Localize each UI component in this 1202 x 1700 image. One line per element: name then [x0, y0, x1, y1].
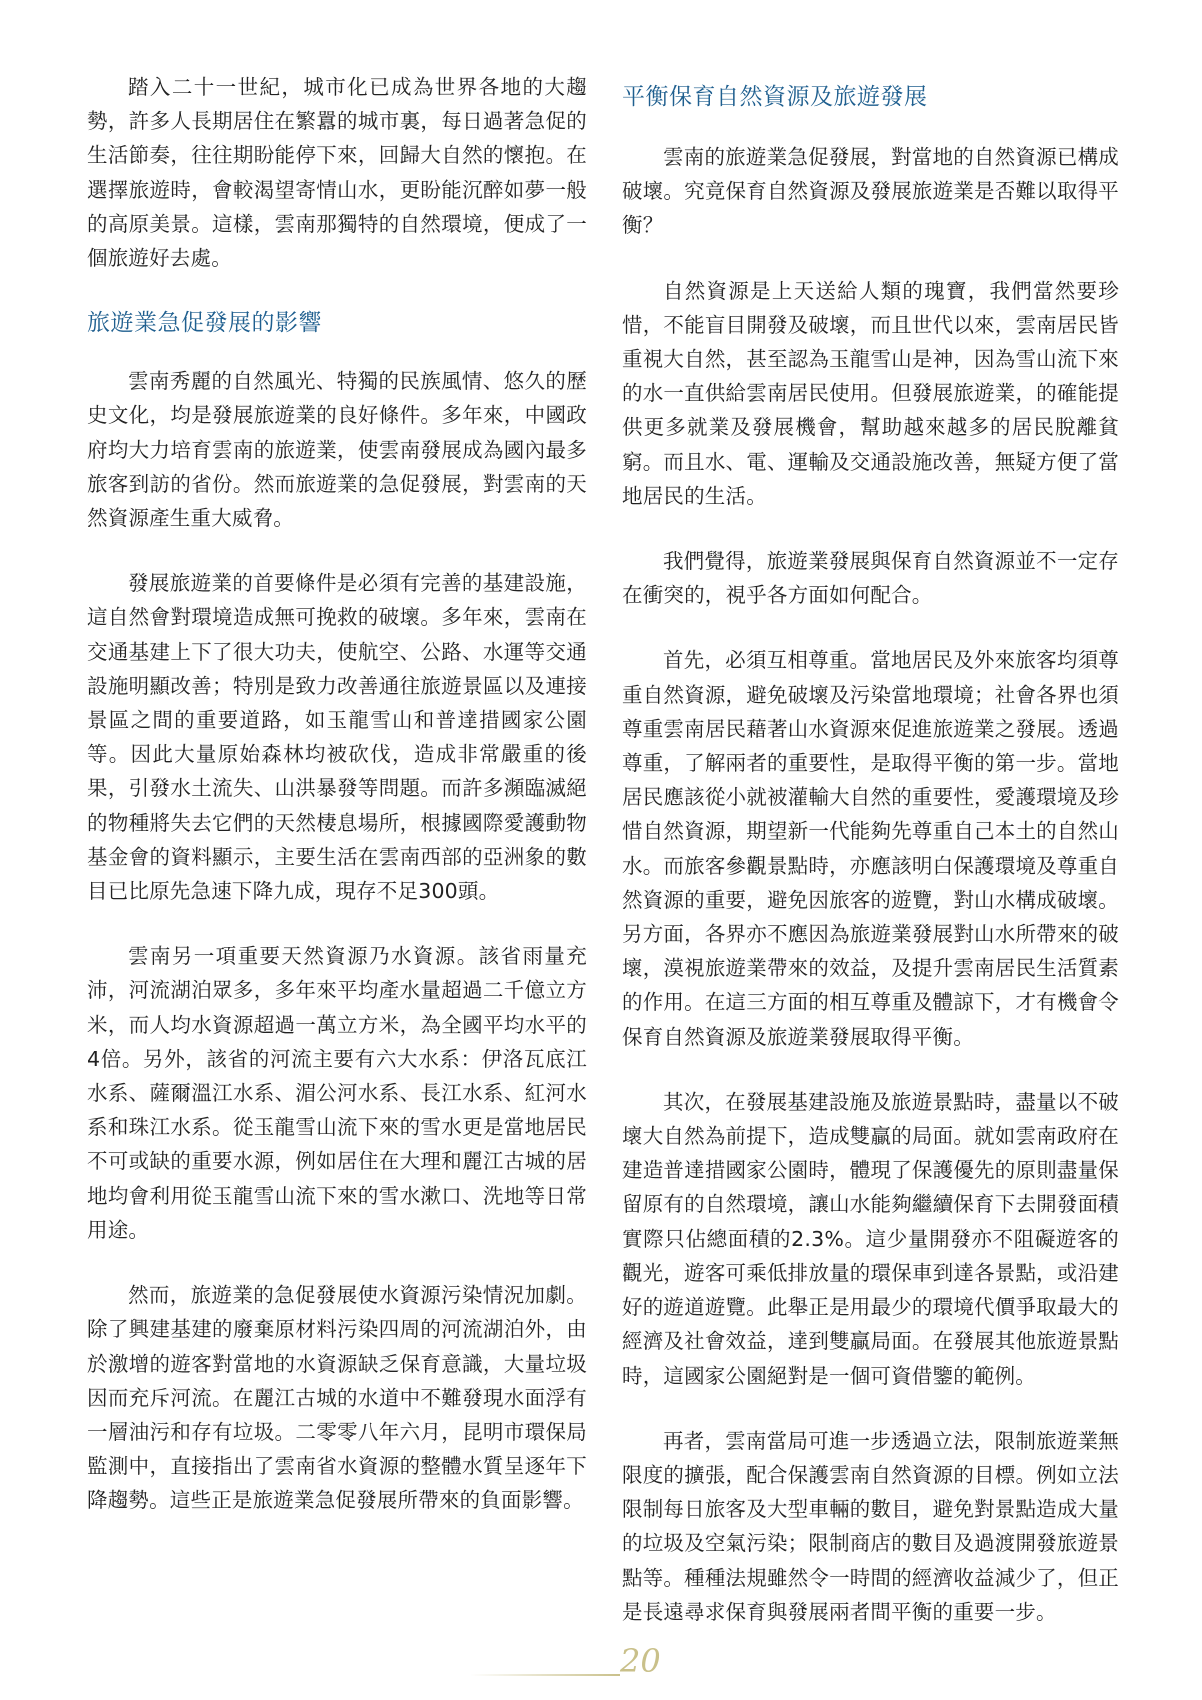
- body-paragraph: 首先，必須互相尊重。當地居民及外來旅客均須尊重自然資源，避免破壞及污染當地環境；社會各界也須尊重雲南居民藉著山水資源來促進旅遊業之發展。透過尊重，了解兩者的重要性，是取得平衡的第一步。當地居民應該從小就被灌輸大自然的重要性，愛護環境及珍惜自然資源，期望新一代能夠先尊重自己本土的自然山水。而旅客參觀景點時，亦應該明白保護環境及尊重自然資源的重要，避免因旅客的遊覽，對山水構成破壞。另方面，各界亦不應因為旅遊業發展對山水所帶來的破壞，漠視旅遊業帶來的效益，及提升雲南居民生活質素的作用。在這三方面的相互尊重及體諒下，才有機會令保育自然資源及旅遊業發展取得平衡。: [622, 648, 1119, 1049]
- page-number: 20: [620, 1642, 661, 1680]
- section-heading-balance: 平衡保育自然資源及旅遊發展: [622, 84, 928, 110]
- right-column: [622, 70, 1119, 1660]
- body-paragraph: 我們覺得，旅遊業發展與保育自然資源並不一定存在衝突的，視乎各方面如何配合。: [622, 549, 1119, 608]
- body-paragraph: 然而，旅遊業的急促發展使水資源污染情況加劇。除了興建基建的廢棄原材料污染四周的河流湖泊外，由於激增的遊客對當地的水資源缺乏保育意識，大量垃圾因而充斥河流。在麗江古城的水道中不難發現水面浮有一層油污和存有垃圾。二零零八年六月，昆明市環保局監測中，直接指出了雲南省水資源的整體水質呈逐年下降趨勢。這些正是旅遊業急促發展所帶來的負面影響。: [87, 1283, 587, 1513]
- body-paragraph: 雲南秀麗的自然風光、特獨的民族風情、悠久的歷史文化，均是發展旅遊業的良好條件。多年來，中國政府均大力培育雲南的旅遊業，使雲南發展成為國內最多旅客到訪的省份。然而旅遊業的急促發展，對雲南的天然資源產生重大威脅。: [87, 369, 587, 531]
- body-paragraph: 發展旅遊業的首要條件是必須有完善的基建設施，這自然會對環境造成無可挽救的破壞。多年來，雲南在交通基建上下了很大功夫，使航空、公路、水運等交通設施明顯改善；特別是致力改善通往旅遊景區以及連接景區之間的重要道路，如玉龍雪山和普達措國家公園等。因此大量原始森林均被砍伐，造成非常嚴重的後果，引發水土流失、山洪暴發等問題。而許多瀕臨滅絕的物種將失去它們的天然棲息場所，根據國際愛護動物基金會的資料顯示，主要生活在雲南西部的亞洲象的數目已比原先急速下降九成，現存不足300頭。: [87, 571, 587, 904]
- body-paragraph: 再者，雲南當局可進一步透過立法，限制旅遊業無限度的擴張，配合保護雲南自然資源的目標。例如立法限制每日旅客及大型車輛的數目，避免對景點造成大量的垃圾及空氣污染；限制商店的數目及過渡開發旅遊景點等。種種法規雖然令一時間的經濟收益減少了，但正是長遠尋求保育與發展兩者間平衡的重要一步。: [622, 1428, 1119, 1624]
- section-heading-tourism-impact: 旅遊業急促發展的影響: [87, 310, 322, 337]
- body-paragraph: 雲南另一項重要天然資源乃水資源。該省雨量充沛，河流湖泊眾多，多年來平均產水量超過二千億立方米，而人均水資源超過一萬立方米，為全國平均水平的4倍。另外，該省的河流主要有六大水系：伊洛瓦底江水系、薩爾溫江水系、湄公河水系、長江水系、紅河水系和珠江水系。從玉龍雪山流下來的雪水更是當地居民不可或缺的重要水源，例如居住在大理和麗江古城的居地均會利用從玉龍雪山流下來的雪水漱口、洗地等日常用途。: [87, 944, 587, 1242]
- intro-paragraph: 踏入二十一世紀，城市化已成為世界各地的大趨勢，許多人長期居住在繁囂的城市裏，每日過著急促的生活節奏，往往期盼能停下來，回歸大自然的懷抱。在選擇旅遊時，會較渴望寄情山水，更盼能沉醉如夢一般的高原美景。這樣，雲南那獨特的自然環境，便成了一個旅遊好去處。: [87, 75, 587, 271]
- page-footer: [470, 1640, 730, 1690]
- body-paragraph: 雲南的旅遊業急促發展，對當地的自然資源已構成破壞。究竟保育自然資源及發展旅遊業是否難以取得平衡？: [622, 145, 1119, 238]
- body-paragraph: 自然資源是上天送給人類的瑰寶，我們當然要珍惜，不能盲目開發及破壞，而且世代以來，雲南居民皆重視大自然，甚至認為玉龍雪山是神，因為雪山流下來的水一直供給雲南居民使用。但發展旅遊業，的確能提供更多就業及發展機會，幫助越來越多的居民脫離貧窮。而且水、電、運輸及交通設施改善，無疑方便了當地居民的生活。: [622, 278, 1119, 508]
- footer-decorative-line: [470, 1674, 620, 1676]
- body-paragraph: 其次，在發展基建設施及旅遊景點時，盡量以不破壞大自然為前提下，造成雙贏的局面。就如雲南政府在建造普達措國家公園時，體現了保護優先的原則盡量保留原有的自然環境，讓山水能夠繼續保育下去開發面積實際只佔總面積的2.3%。這少量開發亦不阻礙遊客的觀光，遊客可乘低排放量的環保車到達各景點，或沿建好的遊道遊覽。此舉正是用最少的環境代價爭取最大的經濟及社會效益，達到雙贏局面。在發展其他旅遊景點時，這國家公園絕對是一個可資借鑒的範例。: [622, 1089, 1119, 1388]
- left-column: [87, 70, 587, 1549]
